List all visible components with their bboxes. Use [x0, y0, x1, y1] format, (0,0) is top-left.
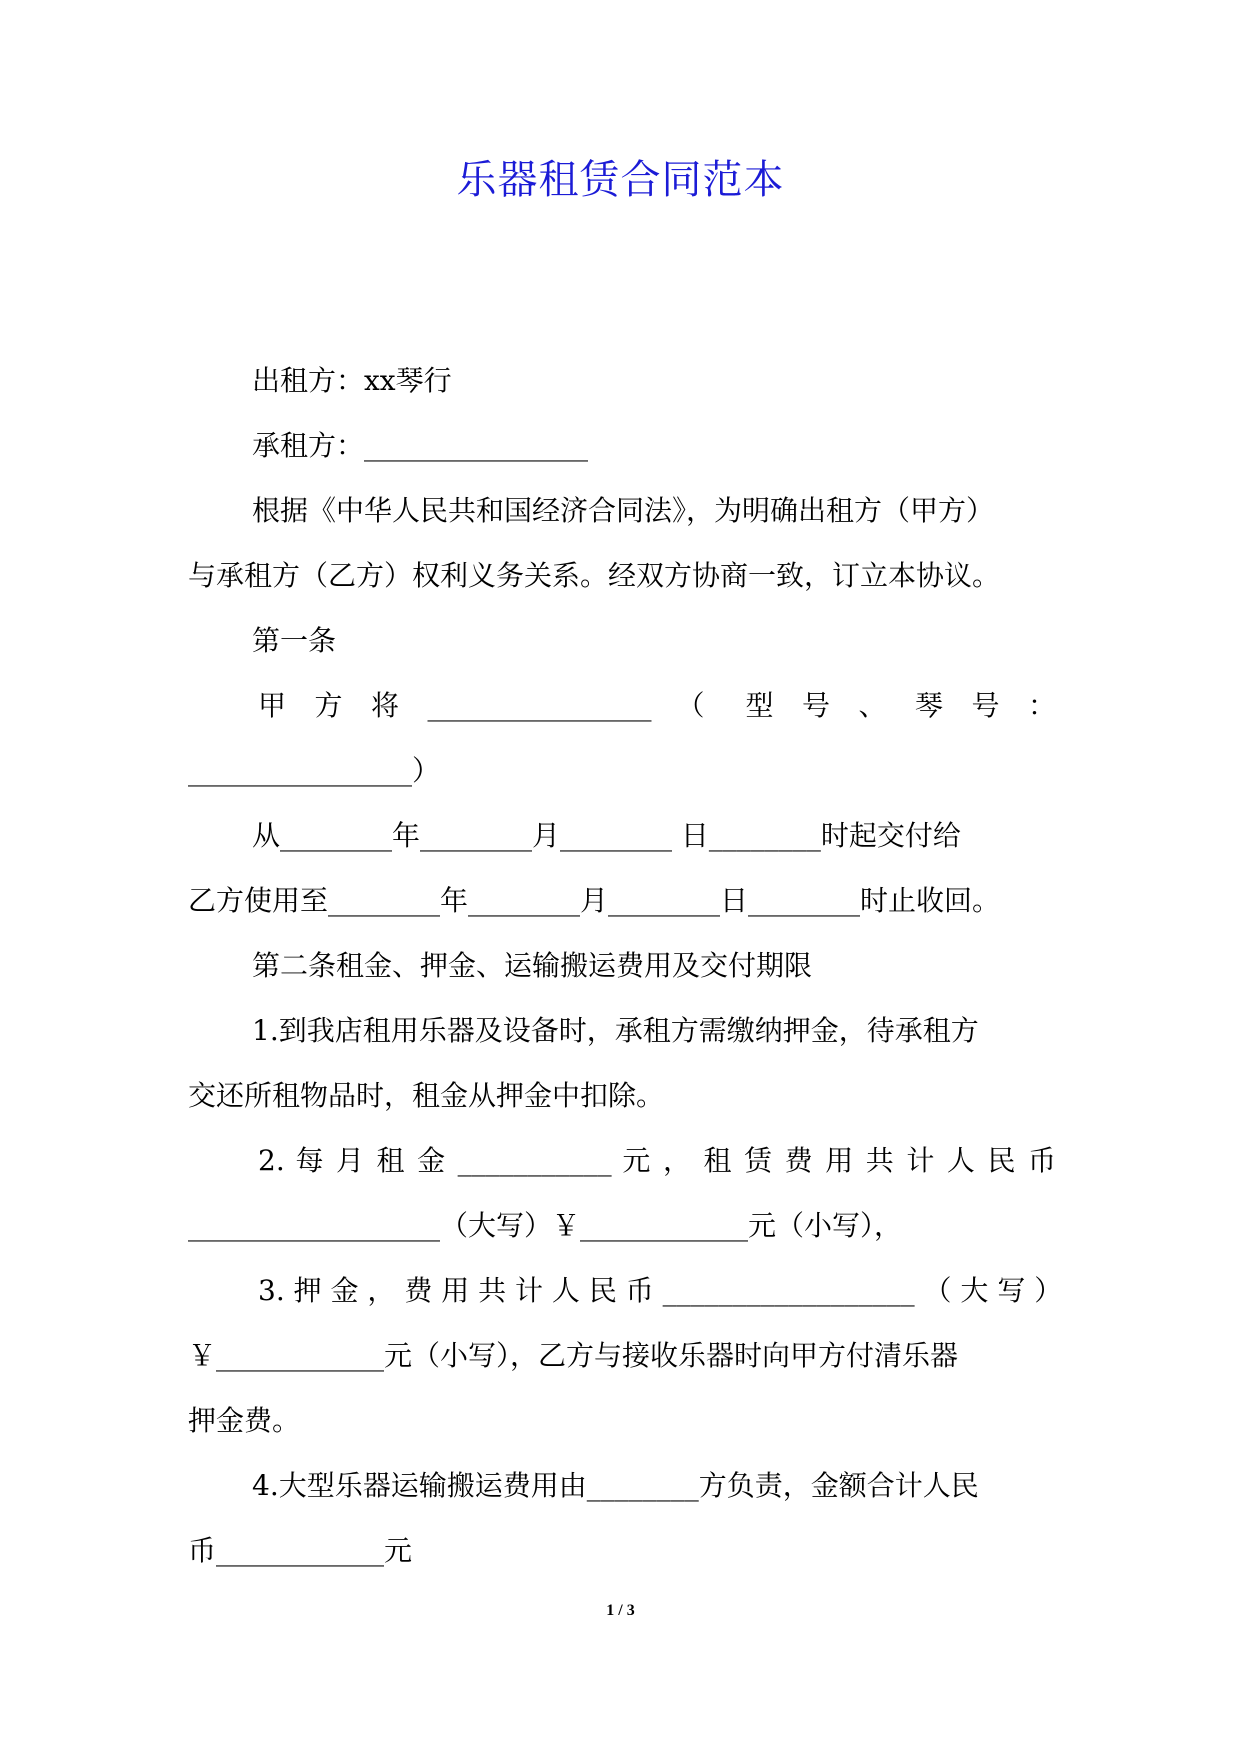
article-1-heading: 第一条 — [252, 624, 337, 657]
item-3-line-1: 3. 押 金 ， 费 用 共 计 人 民 币 __________________ （ 大 写 ） — [258, 1274, 1063, 1307]
article-1-line-2: ________________） — [188, 754, 441, 787]
item-1-line-2: 交还所租物品时，租金从押金中扣除。 — [188, 1079, 665, 1112]
document-title: 乐器租赁合同范本 — [456, 157, 785, 203]
item-4-line-2: 币____________元 — [188, 1534, 413, 1567]
item-2-line-1: 2. 每 月 租 金 ___________ 元 ， 租 赁 费 用 共 计 人 民 币 — [258, 1144, 1056, 1177]
item-1-line-1: 1.到我店租用乐器及设备时，承租方需缴纳押金，待承租方 — [252, 1014, 979, 1047]
article-1-line-1: 甲 方 将 ________________ （ 型 号 、 琴 号 ： — [258, 689, 1056, 722]
page-number: 1 / 3 — [606, 1602, 635, 1619]
article-2-heading: 第二条租金、押金、运输搬运费用及交付期限 — [252, 949, 813, 982]
item-3-line-3: 押金费。 — [188, 1404, 301, 1437]
article-1-line-3: 从________年________月________ 日________时起交付给 — [252, 819, 961, 852]
item-3-line-2: ￥____________元（小写），乙方与接收乐器时向甲方付清乐器 — [188, 1339, 959, 1372]
lessor-line: 出租方：xx琴行 — [252, 364, 452, 397]
preamble-line-1: 根据《中华人民共和国经济合同法》，为明确出租方（甲方） — [252, 494, 995, 527]
lessee-line: 承租方：________________ — [252, 429, 589, 462]
article-1-line-4: 乙方使用至________年________月________日________时止收回。 — [188, 884, 1001, 917]
item-4-line-1: 4.大型乐器运输搬运费用由________方负责，金额合计人民 — [252, 1469, 979, 1502]
item-2-line-2: __________________（大写）￥____________元（小写）， — [188, 1209, 903, 1242]
preamble-line-2: 与承租方（乙方）权利义务关系。经双方协商一致，订立本协议。 — [188, 559, 1001, 592]
document-body — [188, 348, 1063, 1583]
